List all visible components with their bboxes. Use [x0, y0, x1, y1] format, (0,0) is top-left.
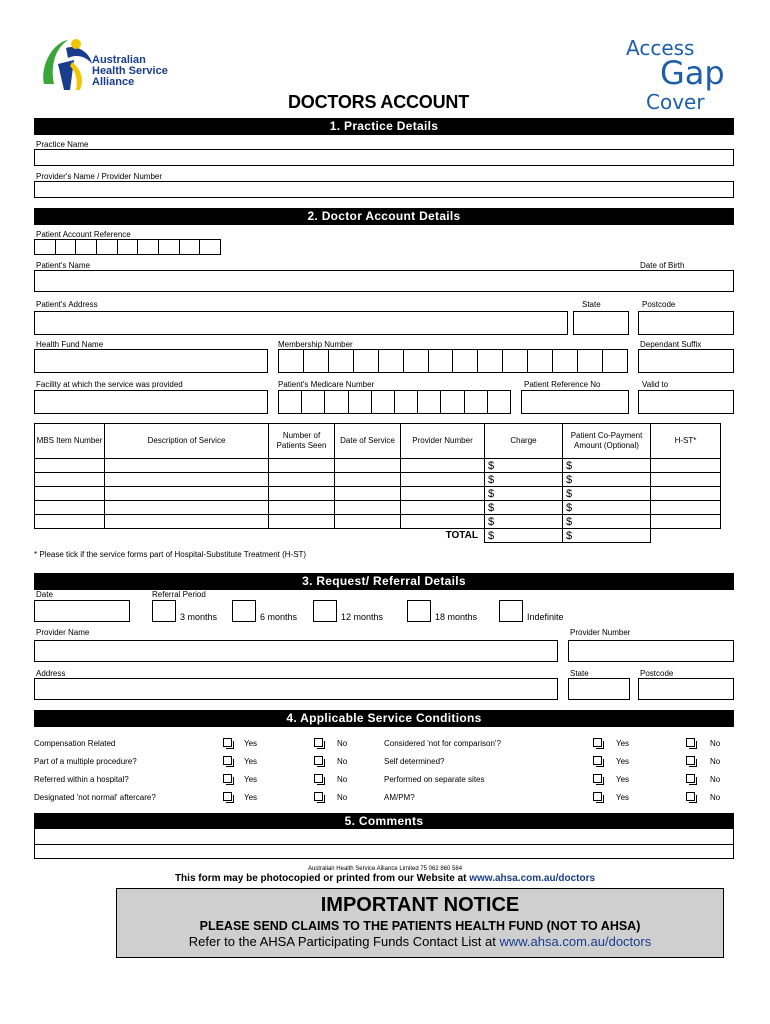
cond-6-no-checkbox[interactable]	[686, 756, 695, 765]
postcode-field[interactable]	[638, 311, 734, 335]
ref-provider-name-field[interactable]	[34, 640, 558, 662]
section-3-header: 3. Request/ Referral Details	[34, 573, 734, 590]
currency-symbol[interactable]: $	[485, 473, 563, 487]
company-line: Australian Health Service Alliance Limited 75 062 860 584	[307, 866, 463, 872]
cond-1-no-checkbox[interactable]	[314, 738, 323, 747]
no-label: No	[337, 757, 348, 766]
section-2-header: 2. Doctor Account Details	[34, 208, 734, 225]
currency-symbol[interactable]: $	[485, 515, 563, 529]
patient-name-field[interactable]	[34, 270, 734, 292]
dependant-label: Dependant Suffix	[640, 340, 702, 349]
notice-line1: PLEASE SEND CLAIMS TO THE PATIENTS HEALTH FUND (NOT TO AHSA)	[199, 919, 641, 933]
service-table-header	[35, 424, 721, 459]
notice-title: IMPORTANT NOTICE	[320, 894, 520, 916]
brand-cover: Cover	[646, 90, 705, 114]
ref-provider-name-label: Provider Name	[36, 628, 90, 637]
cond-7-no-checkbox[interactable]	[686, 774, 695, 783]
cond-am-pm: AM/PM?	[384, 793, 415, 802]
brand-access: Access	[626, 36, 695, 60]
currency-symbol[interactable]: $	[485, 459, 563, 473]
cond-6-yes-checkbox[interactable]	[593, 756, 602, 765]
col-charge: Charge	[485, 424, 563, 459]
ahsa-logo	[36, 34, 96, 94]
col-description: Description of Service	[105, 424, 269, 459]
ref-no-field[interactable]	[521, 390, 629, 414]
membership-cells[interactable]	[278, 349, 628, 373]
period-3-label: 3 months	[180, 612, 218, 622]
currency-symbol[interactable]: $	[485, 487, 563, 501]
provider-label: Provider's Name / Provider Number	[36, 172, 163, 181]
practice-name-field[interactable]	[34, 149, 734, 166]
ref-address-field[interactable]	[34, 678, 558, 700]
total-copayment[interactable]: $	[563, 529, 651, 543]
cond-8-yes-checkbox[interactable]	[593, 792, 602, 801]
hst-note: * Please tick if the service forms part of Hospital-Substitute Treatment (H-ST)	[34, 550, 307, 559]
no-label: No	[710, 775, 721, 784]
period-indefinite-checkbox[interactable]	[499, 600, 523, 622]
cond-multiple: Part of a multiple procedure?	[34, 757, 137, 766]
address-label: Patient's Address	[36, 300, 98, 309]
medicare-label: Patient's Medicare Number	[278, 380, 375, 389]
cond-3-no-checkbox[interactable]	[314, 774, 323, 783]
notice-line2	[117, 934, 723, 949]
important-notice	[116, 888, 724, 958]
ref-provider-number-label: Provider Number	[570, 628, 631, 637]
yes-label: Yes	[244, 775, 258, 784]
col-copayment: Patient Co-Payment Amount (Optional)	[563, 424, 651, 459]
medicare-cells[interactable]	[278, 390, 511, 414]
valid-field[interactable]	[638, 390, 734, 414]
col-hst: H-ST*	[651, 424, 721, 459]
cond-separate-sites: Performed on separate sites	[384, 775, 485, 784]
no-label: No	[337, 739, 348, 748]
account-ref-cells[interactable]	[34, 239, 221, 255]
no-label: No	[710, 739, 721, 748]
no-label: No	[337, 793, 348, 802]
fund-field[interactable]	[34, 349, 268, 373]
yes-label: Yes	[616, 793, 630, 802]
ref-postcode-field[interactable]	[638, 678, 734, 700]
ref-postcode-label: Postcode	[640, 669, 674, 678]
valid-label: Valid to	[642, 380, 669, 389]
currency-symbol[interactable]: $	[485, 501, 563, 515]
cond-2-yes-checkbox[interactable]	[223, 756, 232, 765]
yes-label: Yes	[244, 739, 258, 748]
cond-8-no-checkbox[interactable]	[686, 792, 695, 801]
cond-4-no-checkbox[interactable]	[314, 792, 323, 801]
cond-1-yes-checkbox[interactable]	[223, 738, 232, 747]
currency-symbol[interactable]: $	[563, 515, 651, 529]
section-5-header: 5. Comments	[34, 813, 734, 830]
yes-label: Yes	[616, 739, 630, 748]
section-4-header: 4. Applicable Service Conditions	[34, 710, 734, 727]
postcode-label: Postcode	[642, 300, 676, 309]
page-title: DOCTORS ACCOUNT	[288, 92, 469, 112]
yes-label: Yes	[616, 775, 630, 784]
footer-link[interactable]: www.ahsa.com.au/doctors	[469, 873, 596, 884]
account-ref-label: Patient Account Reference	[36, 230, 131, 239]
cond-7-yes-checkbox[interactable]	[593, 774, 602, 783]
comments-field[interactable]	[34, 828, 734, 859]
period-18-label: 18 months	[435, 612, 478, 622]
table-row	[35, 487, 721, 501]
table-row	[35, 501, 721, 515]
period-6-label: 6 months	[260, 612, 298, 622]
currency-symbol[interactable]: $	[563, 487, 651, 501]
photocopy-line	[0, 873, 770, 884]
col-mbs: MBS Item Number	[35, 424, 105, 459]
cond-referred: Referred within a hospital?	[34, 775, 129, 784]
membership-label: Membership Number	[278, 340, 353, 349]
total-row	[35, 529, 721, 543]
practice-name-label: Practice Name	[36, 140, 89, 149]
currency-symbol[interactable]: $	[563, 473, 651, 487]
address-field[interactable]	[34, 311, 568, 335]
cond-5-no-checkbox[interactable]	[686, 738, 695, 747]
cond-4-yes-checkbox[interactable]	[223, 792, 232, 801]
section-1-header: 1. Practice Details	[34, 118, 734, 135]
referral-date-label: Date	[36, 590, 53, 599]
ref-provider-number-field[interactable]	[568, 640, 734, 662]
cond-2-no-checkbox[interactable]	[314, 756, 323, 765]
facility-field[interactable]	[34, 390, 268, 414]
brand-gap: Gap	[660, 54, 725, 92]
fund-label: Health Fund Name	[36, 340, 104, 349]
dependant-field[interactable]	[638, 349, 734, 373]
cond-not-for-comparison: Considered 'not for comparison'?	[384, 739, 501, 748]
period-3-checkbox[interactable]	[152, 600, 176, 622]
notice-line2-text: Refer to the AHSA Participating Funds Contact List at	[188, 934, 500, 949]
ref-address-label: Address	[36, 669, 66, 678]
cond-5-yes-checkbox[interactable]	[593, 738, 602, 747]
period-indefinite-label: Indefinite	[527, 612, 564, 622]
cond-compensation: Compensation Related	[34, 739, 116, 748]
patient-name-label: Patient's Name	[36, 261, 90, 270]
state-label: State	[582, 300, 601, 309]
ref-state-label: State	[570, 669, 589, 678]
dob-label: Date of Birth	[640, 261, 685, 270]
period-12-checkbox[interactable]	[313, 600, 337, 622]
total-label: TOTAL	[445, 530, 478, 542]
cond-3-yes-checkbox[interactable]	[223, 774, 232, 783]
no-label: No	[337, 775, 348, 784]
col-patients: Number of Patients Seen	[269, 424, 335, 459]
service-table	[34, 423, 721, 543]
period-6-checkbox[interactable]	[232, 600, 256, 622]
photocopy-text: This form may be photocopied or printed from our Website at	[174, 873, 470, 884]
no-label: No	[710, 757, 721, 766]
table-row	[35, 515, 721, 529]
table-row	[35, 473, 721, 487]
logo-text: Australian Health Service Alliance	[92, 54, 168, 88]
facility-label: Facility at which the service was provided	[36, 380, 183, 389]
ref-state-field[interactable]	[568, 678, 630, 700]
period-18-checkbox[interactable]	[407, 600, 431, 622]
period-12-label: 12 months	[341, 612, 384, 622]
referral-period-label: Referral Period	[152, 590, 206, 599]
notice-link[interactable]: www.ahsa.com.au/doctors	[499, 934, 652, 949]
yes-label: Yes	[244, 793, 258, 802]
ref-no-label: Patient Reference No	[524, 380, 601, 389]
col-date: Date of Service	[335, 424, 401, 459]
cond-aftercare: Designated 'not normal' aftercare?	[34, 793, 156, 802]
col-provider: Provider Number	[401, 424, 485, 459]
provider-field[interactable]	[34, 181, 734, 198]
total-charge[interactable]: $	[485, 529, 563, 543]
yes-label: Yes	[244, 757, 258, 766]
state-field[interactable]	[573, 311, 629, 335]
referral-date-field[interactable]	[34, 600, 130, 622]
yes-label: Yes	[616, 757, 630, 766]
cond-self-determined: Self determined?	[384, 757, 445, 766]
table-row	[35, 459, 721, 473]
currency-symbol[interactable]: $	[563, 501, 651, 515]
currency-symbol[interactable]: $	[563, 459, 651, 473]
no-label: No	[710, 793, 721, 802]
